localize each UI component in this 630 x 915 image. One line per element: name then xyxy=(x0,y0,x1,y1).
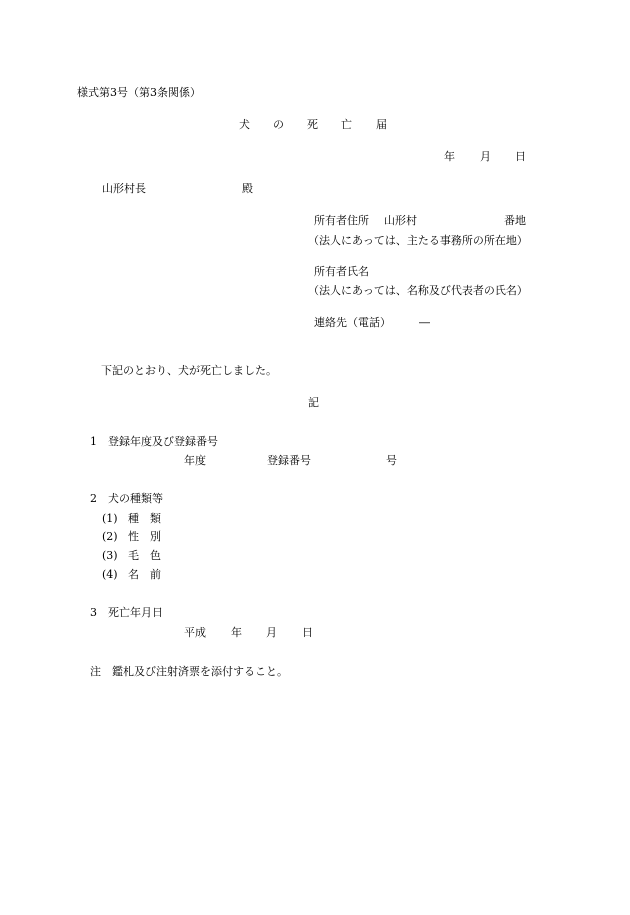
statement: 下記のとおり、犬が死亡しました。 xyxy=(101,364,277,377)
date-day: 日 xyxy=(515,150,526,163)
list-item-label: 名 前 xyxy=(128,568,161,581)
addressee-honorific: 殿 xyxy=(242,182,253,195)
owner-address-label: 所有者住所 xyxy=(314,214,369,227)
owner-village: 山形村 xyxy=(384,214,417,227)
death-year: 年 xyxy=(231,626,242,639)
phone-dash: ― xyxy=(419,316,430,329)
title-char: 届 xyxy=(376,118,387,131)
registration-number-label: 登録番号 xyxy=(267,454,311,467)
number-suffix: 号 xyxy=(386,454,397,467)
list-item-label: 種 類 xyxy=(128,512,161,525)
title-char: 亡 xyxy=(341,118,352,131)
death-month: 月 xyxy=(266,626,277,639)
year-label: 年度 xyxy=(184,454,206,467)
contact-label: 連絡先（電話） xyxy=(314,316,391,329)
owner-name-note: （法人にあっては、名称及び代表者の氏名） xyxy=(308,284,528,297)
form-number: 様式第3号（第3条関係） xyxy=(77,86,201,99)
section-heading: 2 犬の種類等 xyxy=(90,492,163,505)
list-item-label: 毛 色 xyxy=(128,549,161,562)
death-day: 日 xyxy=(302,626,313,639)
list-item-number: (4) xyxy=(102,568,118,581)
section-heading: 3 死亡年月日 xyxy=(90,606,163,619)
era-label: 平成 xyxy=(184,626,206,639)
title-char: 死 xyxy=(307,118,318,131)
list-item-number: (2) xyxy=(102,530,118,543)
ki-marker: 記 xyxy=(308,396,319,409)
attachment-note: 注 鑑札及び注射済票を添付すること。 xyxy=(90,665,288,678)
owner-address-note: （法人にあっては、主たる事務所の所在地） xyxy=(308,234,528,247)
date-year: 年 xyxy=(444,150,455,163)
owner-name-label: 所有者氏名 xyxy=(314,265,369,278)
list-item-number: (1) xyxy=(102,512,118,525)
owner-lot-suffix: 番地 xyxy=(504,214,526,227)
addressee-name: 山形村長 xyxy=(102,182,146,195)
date-month: 月 xyxy=(480,150,491,163)
section-heading: 1 登録年度及び登録番号 xyxy=(90,435,218,448)
list-item-label: 性 別 xyxy=(128,530,161,543)
title-char: の xyxy=(273,118,284,131)
title-char: 犬 xyxy=(239,118,250,131)
list-item-number: (3) xyxy=(102,549,118,562)
